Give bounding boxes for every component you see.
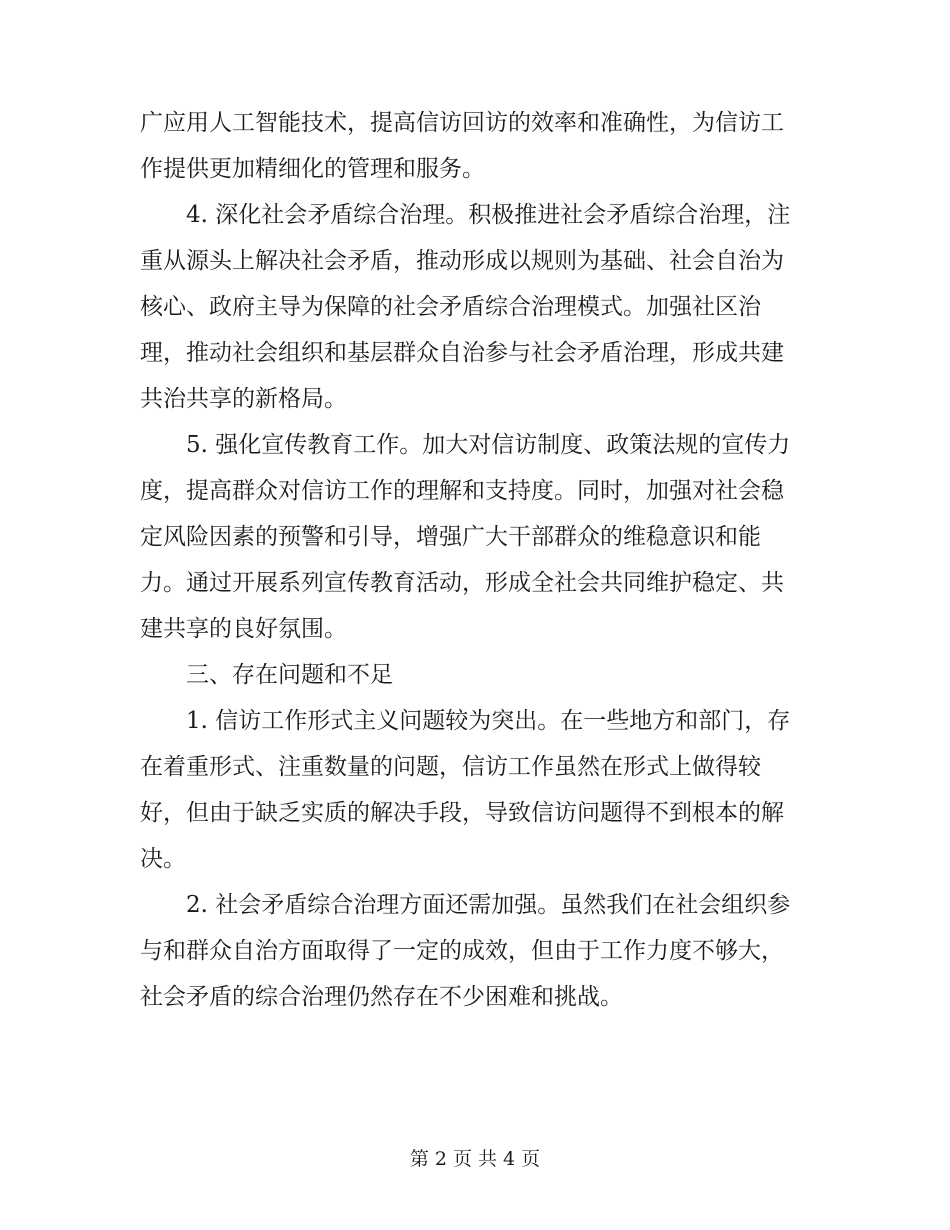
text-line: 在着重形式、注重数量的问题，信访工作虽然在形式上做得较 xyxy=(140,754,761,780)
paragraph-heading-3 xyxy=(140,652,810,698)
text-line: 决。 xyxy=(140,846,186,872)
text-line: 度，提高群众对信访工作的理解和支持度。同时，加强对社会稳 xyxy=(140,478,784,504)
text-line: 与和群众自治方面取得了一定的成效，但由于工作力度不够大， xyxy=(140,938,784,964)
text-line: 好，但由于缺乏实质的解决手段，导致信访问题得不到根本的解 xyxy=(140,800,784,826)
paragraph-problem-2 xyxy=(140,882,810,1020)
paragraph-problem-1 xyxy=(140,698,810,882)
document-body xyxy=(140,100,810,1020)
text-line: 社会矛盾的综合治理仍然存在不少困难和挑战。 xyxy=(140,984,623,1010)
paragraph-item-4 xyxy=(140,192,810,422)
paragraph-continuation xyxy=(140,100,810,192)
text-line: 重从源头上解决社会矛盾，推动形成以规则为基础、社会自治为 xyxy=(140,248,784,274)
text-line: 定风险因素的预警和引导，增强广大干部群众的维稳意识和能 xyxy=(140,524,761,550)
text-line: 理，推动社会组织和基层群众自治参与社会矛盾治理，形成共建 xyxy=(140,340,784,366)
text-line: 4. 深化社会矛盾综合治理。积极推进社会矛盾综合治理，注 xyxy=(186,202,791,228)
text-line: 力。通过开展系列宣传教育活动，形成全社会共同维护稳定、共 xyxy=(140,570,784,596)
text-line: 2. 社会矛盾综合治理方面还需加强。虽然我们在社会组织参 xyxy=(186,892,791,918)
text-line: 核心、政府主导为保障的社会矛盾综合治理模式。加强社区治 xyxy=(140,294,761,320)
text-line: 广应用人工智能技术，提高信访回访的效率和准确性，为信访工 xyxy=(140,110,784,136)
text-line: 建共享的良好氛围。 xyxy=(140,616,347,642)
text-line: 三、存在问题和不足 xyxy=(186,662,393,688)
text-line: 作提供更加精细化的管理和服务。 xyxy=(140,156,485,182)
text-line: 1. 信访工作形式主义问题较为突出。在一些地方和部门，存 xyxy=(186,708,791,734)
text-line: 5. 强化宣传教育工作。加大对信访制度、政策法规的宣传力 xyxy=(186,432,791,458)
page-number-footer: 第 2 页 共 4 页 xyxy=(409,1148,541,1170)
text-line: 共治共享的新格局。 xyxy=(140,386,347,412)
paragraph-item-5 xyxy=(140,422,810,652)
